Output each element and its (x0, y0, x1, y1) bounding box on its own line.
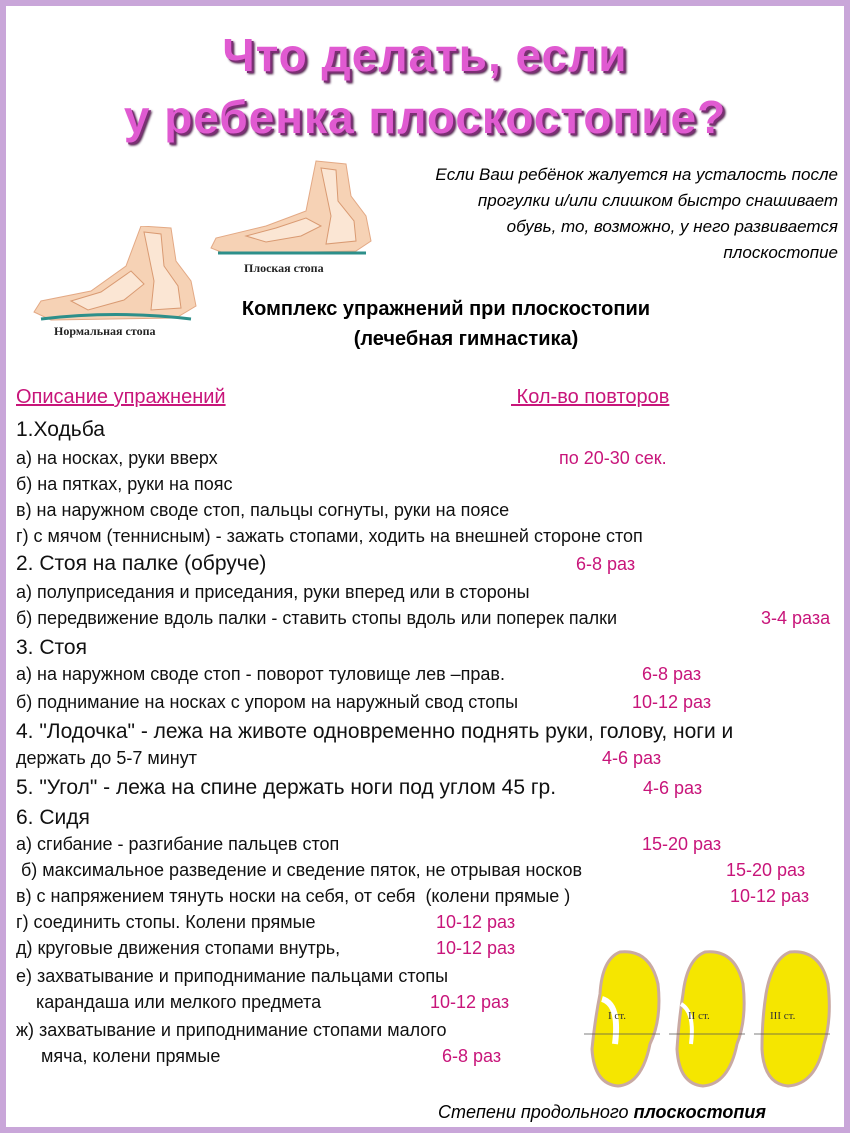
page-title-line-1: Что делать, если (222, 29, 628, 81)
exercise-text: 1.Ходьба (16, 418, 105, 441)
intro-text (356, 162, 838, 266)
exercise-repeats: 4-6 раз (643, 778, 703, 798)
exercise-repeats: 3-4 раза (761, 608, 831, 628)
stages-caption-prefix: Степени продольного (438, 1102, 634, 1122)
exercise-line (16, 720, 733, 744)
intro-line: обувь, то, возможно, у него развивается (506, 217, 838, 236)
exercise-text: г) соединить стопы. Колени прямые (16, 912, 316, 932)
exercise-line (16, 500, 509, 521)
exercise-repeats: 10-12 раз (730, 886, 810, 906)
intro-line: Если Ваш ребёнок жалуется на усталость после (435, 165, 838, 184)
subtitle (186, 294, 706, 354)
exercise-repeats: 10-12 раз (436, 912, 516, 932)
intro-line: плоскостопие (723, 243, 838, 262)
exercise-text: д) круговые движения стопами внутрь, (16, 938, 341, 958)
exercise-text: а) на наружном своде стоп - поворот туловище лев –прав. (16, 664, 505, 684)
stage-label-3: III ст. (770, 1010, 796, 1022)
page-title-line-2: у ребенка плоскостопие? (123, 91, 727, 143)
exercise-text: 3. Стоя (16, 636, 87, 659)
exercise-repeats: 6-8 раз (442, 1046, 502, 1066)
exercise-line (16, 552, 266, 576)
exercise-text: в) с напряжением тянуть носки на себя, от себя (колени прямые ) (16, 886, 571, 906)
exercise-text: а) полуприседания и приседания, руки вперед или в стороны (16, 582, 530, 602)
exercise-line (16, 748, 197, 769)
exercise-line (16, 966, 448, 987)
exercise-line (16, 1020, 446, 1041)
intro-line: прогулки и/или слишком быстро снашивает (477, 191, 838, 210)
exercise-text: б) поднимание на носках с упором на наружный свод стопы (16, 692, 519, 712)
stage-label-2: II ст. (688, 1010, 710, 1022)
description-header: Описание упражнений (16, 386, 226, 408)
flat-foot-caption: Плоская стопа (244, 261, 324, 275)
subtitle-line-2: (лечебная гимнастика) (353, 328, 579, 350)
exercise-line (16, 636, 87, 660)
exercise-text: е) захватывание и приподнимание пальцами стопы (16, 966, 449, 986)
exercise-line (16, 664, 505, 685)
exercise-line (16, 912, 316, 933)
exercise-line (16, 806, 90, 830)
exercise-line (16, 418, 105, 442)
exercise-text: б) на пятках, руки на пояс (16, 474, 233, 494)
exercise-line (16, 776, 556, 800)
exercise-repeats: 6-8 раз (576, 554, 636, 574)
exercise-line (16, 992, 321, 1013)
exercise-text: держать до 5-7 минут (16, 748, 197, 768)
exercise-repeats: 10-12 раз (430, 992, 510, 1012)
stage-label-1: I ст. (608, 1010, 627, 1022)
exercise-text: 2. Стоя на палке (обруче) (16, 552, 267, 575)
exercise-text: а) сгибание - разгибание пальцев стоп (16, 834, 340, 854)
exercise-text: 4. "Лодочка" - лежа на животе одновременно поднять руки, голову, ноги и (16, 720, 734, 743)
exercise-line (16, 474, 232, 495)
exercise-repeats: 4-6 раз (602, 748, 662, 768)
exercise-text: 5. "Угол" - лежа на спине держать ноги под углом 45 гр. (16, 776, 557, 799)
exercise-text: г) с мячом (теннисным) - зажать стопами, ходить на внешней стороне стоп (16, 526, 643, 546)
stages-caption (438, 1102, 766, 1123)
normal-foot-illustration (26, 226, 206, 326)
exercise-line (16, 448, 218, 469)
exercise-text: в) на наружном своде стоп, пальцы согнуты, руки на поясе (16, 500, 510, 520)
stages-caption-bold: плоскостопия (633, 1102, 767, 1122)
exercise-repeats: 6-8 раз (642, 664, 702, 684)
exercise-text: б) максимальное разведение и сведение пяток, не отрывая носков (16, 860, 583, 880)
exercise-line (16, 1046, 220, 1067)
exercise-line (16, 834, 339, 855)
exercise-line (16, 526, 643, 547)
exercise-line (16, 938, 340, 959)
page (6, 6, 844, 1127)
exercise-text: карандаша или мелкого предмета (16, 992, 322, 1012)
exercise-repeats: 10-12 раз (436, 938, 516, 958)
exercise-repeats: по 20-30 сек. (559, 448, 667, 468)
exercise-text: 6. Сидя (16, 806, 90, 829)
normal-foot-caption: Нормальная стопа (54, 324, 156, 338)
flat-foot-illustration (206, 156, 376, 271)
exercise-line (16, 582, 530, 603)
exercise-repeats: 10-12 раз (632, 692, 712, 712)
exercise-text: ж) захватывание и приподнимание стопами малого (16, 1020, 447, 1040)
flatfoot-stages-illustration (570, 944, 840, 1094)
exercise-line (16, 860, 582, 881)
exercise-text: мяча, колени прямые (16, 1046, 221, 1066)
exercise-line (16, 692, 518, 713)
exercise-repeats: 15-20 раз (642, 834, 722, 854)
subtitle-line-1: Комплекс упражнений при плоскостопии (241, 298, 651, 320)
repeats-header: Кол-во повторов (511, 386, 670, 408)
exercise-text: а) на носках, руки вверх (16, 448, 218, 468)
exercise-line (16, 886, 570, 907)
exercise-repeats: 15-20 раз (726, 860, 806, 880)
exercise-text: б) передвижение вдоль палки - ставить стопы вдоль или поперек палки (16, 608, 618, 628)
exercise-line (16, 608, 617, 629)
